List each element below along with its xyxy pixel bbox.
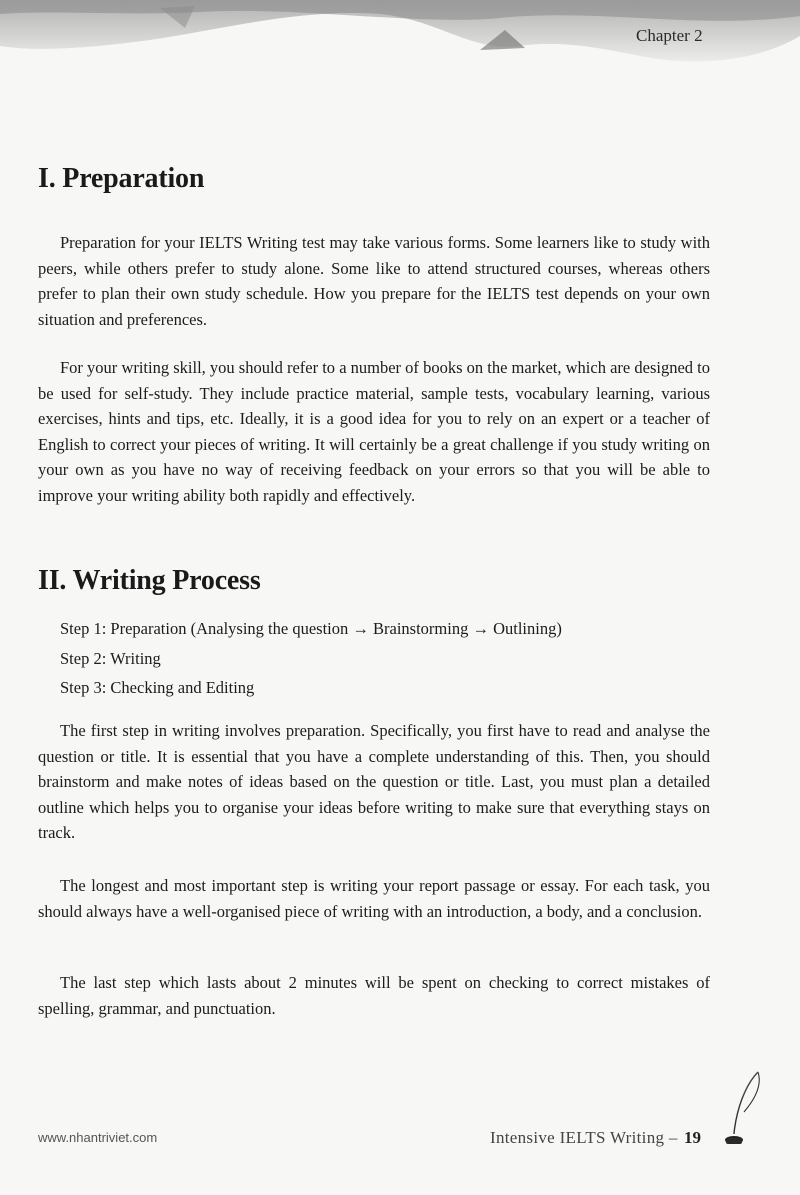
page-number: 19 [684, 1128, 701, 1147]
paragraph: The first step in writing involves preparation. Specifically, you first have to read and analyse the question or title. It is essential that you have a complete understanding of this. Then, you should brainstorm and make notes of ideas based on the question or title. Last, you must plan a detailed outline which helps you to organise your ideas before writing to make sure that everything stays on track. [38, 721, 710, 842]
paragraph: The last step which lasts about 2 minutes will be spent on checking to correct mistakes of spelling, grammar, and punctuation. [38, 973, 710, 1018]
step-item: Step 2: Writing [60, 648, 161, 668]
step-item: Step 3: Checking and Editing [60, 678, 255, 697]
chapter-label: Chapter 2 [636, 26, 703, 45]
footer-url: www.nhantriviet.com [38, 1130, 158, 1145]
paragraph: Preparation for your IELTS Writing test may take various forms. Some learners like to study with peers, while others prefer to study alone. Some like to attend structured courses, whereas others prefer to plan their own study schedule. How you prepare for the IELTS test depends on your own situation and preferences. [38, 233, 710, 329]
footer-book-title: Intensive IELTS Writing – [490, 1128, 678, 1147]
paragraph: The longest and most important step is writing your report passage or essay. For each task, you should always have a well-organised piece of writing with an introduction, a body, and a conclusion. [38, 876, 710, 921]
step-item: Step 1: Preparation (Analysing the question → Brainstorming → Outlining) [60, 619, 562, 638]
section-heading-preparation: I. Preparation [38, 163, 205, 194]
paragraph: For your writing skill, you should refer to a number of books on the market, which are designed to be used for self-study. They include practice material, sample tests, vocabulary learning, various exercises, hints and tips, etc. Ideally, it is a good idea for you to rely on an expert or a teacher of English to correct your pieces of writing. It will certainly be a great challenge if you study writing on your own as you have no way of receiving feedback on your errors so that you will be able to improve your writing ability both rapidly and effectively. [38, 358, 710, 505]
quill-icon [718, 1068, 768, 1148]
steps-list [60, 614, 562, 703]
section-heading-writing-process: II. Writing Process [38, 565, 261, 596]
